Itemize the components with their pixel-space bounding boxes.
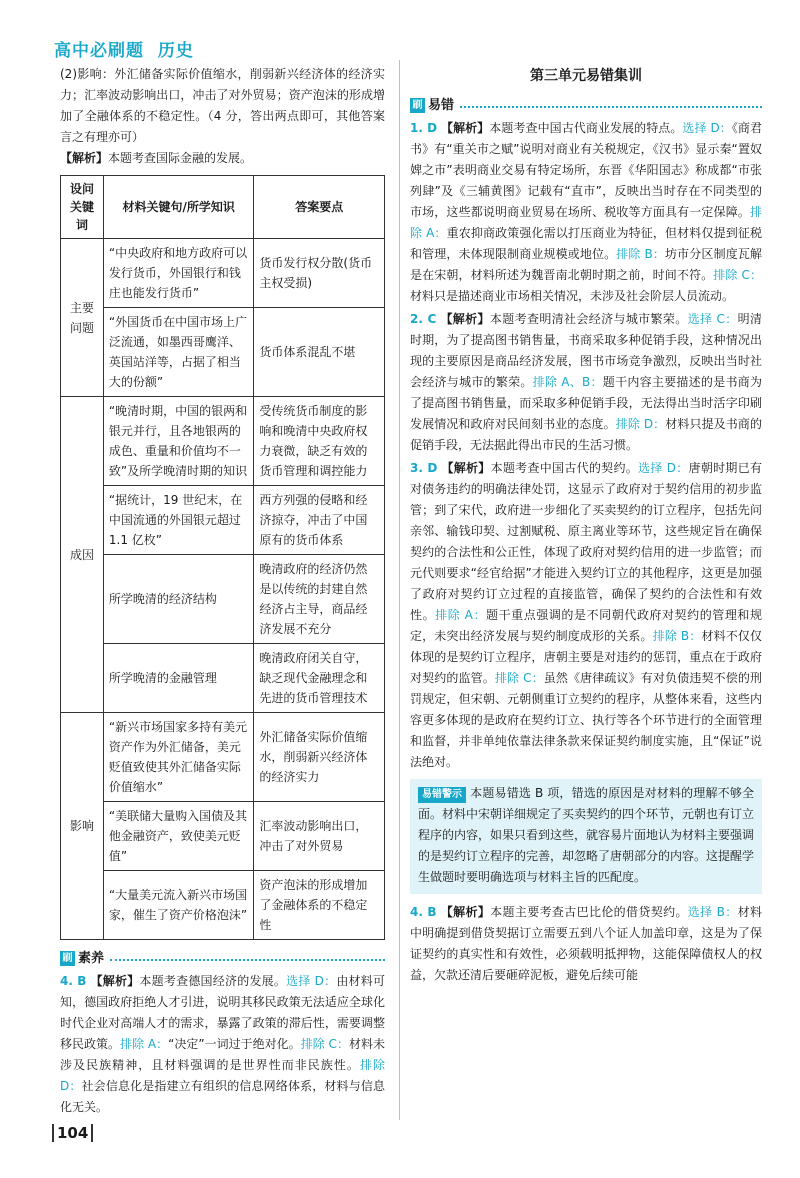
- key-points-table: [60, 175, 385, 940]
- table-row: [61, 644, 385, 713]
- answer-text: 材料中明确提到借贷契据订立需要五到八个证人加盖印章，这是为了保证契约的真实性和有效性，必须载明抵押物，这能保障债权人的权益，欠款还清后要砸碎泥板，避免后续可能: [410, 905, 762, 982]
- answer-text: 唐朝时期已有对债务违约的明确法律处罚，这显示了政府对于契约信用的初步监管；到了宋代，政府进一步细化了买卖契约的订立程序，包括先问亲邻、输钱印契、过割赋税、原主离业等环节，这些规定旨在确保契约的合法性和公正性，体现了政府对契约信用的进一步监管；而元代则要求“经官给据”才能进入契约订立的其他程序，这更是加强了政府对契约订立过程的直接监管，确保了契约的合法性和有效性。: [410, 461, 762, 622]
- option-label: 排除 C：: [713, 268, 762, 282]
- table-row: [61, 397, 385, 486]
- table-row: [61, 308, 385, 397]
- table-row: [61, 713, 385, 802]
- page-number: 104: [52, 1124, 93, 1142]
- answer-tag: 【解析】: [440, 312, 490, 326]
- right-column: [410, 60, 762, 988]
- answer-item: [410, 458, 762, 773]
- table-keyword-cell: 成因: [61, 397, 104, 713]
- table-material-cell: “据统计，19 世纪末，在中国流通的外国银元超过 1.1 亿枚”: [103, 486, 254, 555]
- table-answer-cell: 西方列强的侵略和经济掠夺，冲击了中国原有的货币体系: [254, 486, 385, 555]
- answer-number: 1. D: [410, 121, 438, 135]
- answer-tag: 【解析】: [441, 461, 491, 475]
- table-material-cell: 所学晚清的金融管理: [103, 644, 254, 713]
- table-answer-cell: 资产泡沫的形成增加了金融体系的不稳定性: [254, 871, 385, 940]
- answer-text: 本题考查中国古代商业发展的特点。: [489, 121, 683, 135]
- answer-text: 材料只提及书商的促销手段，无法据此得出市民的生活习惯。: [410, 417, 762, 452]
- option-label: 选择 D：: [638, 461, 689, 475]
- analysis-tag: 【解析】: [60, 151, 109, 165]
- answer-number: 4. B: [60, 974, 87, 988]
- option-label: 排除 A：: [410, 205, 762, 240]
- table-header-row: [61, 176, 385, 239]
- section-dotted-rule: [460, 106, 762, 108]
- option-label: 排除 B：: [616, 247, 666, 261]
- table-row: [61, 555, 385, 644]
- table-answer-cell: 外汇储备实际价值缩水，削弱新兴经济体的经济实力: [254, 713, 385, 802]
- error-warning-text: 本题易错选 B 项，错选的原因是对材料的理解不够全面。材料中宋朝详细规定了买卖契约的四个环节，元朝也有订立程序的内容，如果只看到这些，就容易片面地认为材料主要强调的是契约订立程序的完善，却忽略了唐朝部分的内容。这提醒学生做题时要明确选项与材料主旨的匹配度。: [418, 786, 755, 884]
- section-dotted-rule: [110, 959, 385, 961]
- answer-text: 由材料可知，德国政府拒绝人才引进，说明其移民政策无法适应全球化时代企业对高端人才的需求，暴露了政策的滞后性，需要调整移民政策。: [60, 974, 385, 1051]
- intro-text: (2)影响：外汇储备实际价值缩水，削弱新兴经济体的经济实力；汇率波动影响出口，冲击了对外贸易；资产泡沫的形成增加了全融体系的不稳定性。（4 分，答出两点即可，其他答案言之有理亦可）: [60, 67, 385, 144]
- option-label: 排除 D：: [615, 417, 666, 431]
- section-suyang-header: [60, 948, 385, 969]
- answer-text: 题干内容主要描述的是书商为了提高图书销售量，而采取多种促销手段，无法得出当时活字印刷发展情况和政府对民间刻书业的态度。: [410, 375, 762, 431]
- error-warning-tag: 易错警示: [418, 787, 466, 803]
- analysis-text: 本题考查国际金融的发展。: [108, 151, 253, 165]
- table-material-cell: “美联储大量购入国债及其他金融资产，致使美元贬值”: [103, 802, 254, 871]
- option-label: 排除 C：: [300, 1037, 349, 1051]
- answer-tag: 【解析】: [90, 974, 140, 988]
- analysis-line: [60, 148, 385, 169]
- table-answer-cell: 货币体系混乱不堪: [254, 308, 385, 397]
- error-warning-text-block: [418, 783, 754, 888]
- answer-text: 题干重点强调的是不同朝代政府对契约的管理和规定，未突出经济发展与契约制度成形的关系。: [410, 608, 762, 643]
- answer-text: 材料未涉及民族精神，且材料强调的是世界性而非民族性。: [60, 1037, 385, 1072]
- answer-tag: 【解析】: [440, 905, 491, 919]
- option-label: 选择 C：: [687, 312, 738, 326]
- answer-text: 材料只是描述商业市场相关情况，未涉及社会阶层人员流动。: [410, 289, 735, 303]
- option-label: 排除 C：: [494, 671, 544, 685]
- table-material-cell: “晚清时期，中国的银两和银元并行，且各地银两的成色、重量和价值均不一致”及所学晚清时期的知识: [103, 397, 254, 486]
- error-warning-box: [410, 779, 762, 894]
- answer-text: 本题考查德国经济的发展。: [139, 974, 287, 988]
- answer-number: 4. B: [410, 905, 437, 919]
- table-header-keyword: 设问关键词: [61, 176, 104, 239]
- table-header-material: 材料关键句/所学知识: [103, 176, 254, 239]
- table-row: [61, 486, 385, 555]
- answer-text: 明清时期，为了提高图书销售量，书商采取多种促销手段，这种情况出现的主要原因是商品经济发展，图书市场竞争激烈，反映出当时社会经济与城市的繁荣。: [410, 312, 762, 389]
- table-material-cell: 所学晚清的经济结构: [103, 555, 254, 644]
- answer-text: “决定”一词过于绝对化。: [168, 1037, 301, 1051]
- section-yicuo-header: [410, 95, 762, 116]
- book-title: 高中必刷题 历史: [54, 41, 194, 61]
- table-answer-cell: 晚清政府闭关自守，缺乏现代金融理念和先进的货币管理技术: [254, 644, 385, 713]
- option-label: 选择 D：: [286, 974, 337, 988]
- answer-text: 本题主要考查古巴比伦的借贷契约。: [490, 905, 688, 919]
- option-label: 选择 B：: [687, 905, 738, 919]
- answer-text: 社会信息化是指建立有组织的信息网络体系，材料与信息化无关。: [60, 1079, 385, 1114]
- table-keyword-cell: 主要问题: [61, 239, 104, 397]
- brush-icon: 刷: [410, 98, 425, 113]
- answer-text: 本题考查明清社会经济与城市繁荣。: [489, 312, 688, 326]
- answer-tag: 【解析】: [441, 121, 490, 135]
- section-yicuo-label: 易错: [428, 98, 455, 113]
- table-header-answer: 答案要点: [254, 176, 385, 239]
- section-suyang-label: 素养: [78, 951, 105, 966]
- answer-text: 坊市分区制度瓦解是在宋朝，材料所述为魏晋南北朝时期之前，时间不符。: [410, 247, 762, 282]
- option-label: 排除 D：: [60, 1058, 385, 1093]
- table-material-cell: “外国货币在中国市场上广泛流通，如墨西哥鹰洋、英国站洋等，占据了相当大的份额”: [103, 308, 254, 397]
- answer-text: 本题考查中国古代的契约。: [490, 461, 639, 475]
- table-answer-cell: 汇率波动影响出口，冲击了对外贸易: [254, 802, 385, 871]
- answer-text: 材料不仅仅体现的是契约订立程序，唐朝主要是对违约的惩罚，重点在于政府对契约的监管。: [410, 629, 762, 685]
- table-answer-cell: 晚清政府的经济仍然是以传统的封建自然经济占主导，商品经济发展不充分: [254, 555, 385, 644]
- answer-number: 2. C: [410, 312, 437, 326]
- answer-item: [410, 118, 762, 307]
- left-column: [60, 64, 385, 1118]
- table-row: [61, 802, 385, 871]
- option-label: 排除 A：: [435, 608, 487, 622]
- answer-text: 《商君书》有“重关市之赋”说明对商业有关税规定，《汉书》显示秦“置奴婢之市”表明商业交易有特定场所，东晋《华阳国志》称成都“市张列肆”及《三辅黄图》记载有“直市”，反映出当时存在不同类型的市场，这些都说明商业贸易在场所、税收等方面具有一定保障。: [410, 121, 762, 219]
- unit-title: 第三单元易错集训: [530, 68, 642, 84]
- brush-icon: 刷: [60, 951, 75, 966]
- answer-text: 重农抑商政策强化需以打压商业为特征，但材料仅提到征税和管理，未体现限制商业规模或地位。: [410, 226, 762, 261]
- answer-item: [410, 309, 762, 456]
- table-material-cell: “大量美元流入新兴市场国家，催生了资产价格泡沫”: [103, 871, 254, 940]
- option-label: 选择 D：: [682, 121, 732, 135]
- answer-item-4-left: [60, 971, 385, 1118]
- table-row: [61, 871, 385, 940]
- column-divider: [399, 60, 400, 1120]
- table-material-cell: “中央政府和地方政府可以发行货币，外国银行和钱庄也能发行货币”: [103, 239, 254, 308]
- answer-item: [410, 902, 762, 986]
- table-keyword-cell: 影响: [61, 713, 104, 940]
- table-answer-cell: 货币发行权分散(货币主权受损): [254, 239, 385, 308]
- answer-number: 3. D: [410, 461, 438, 475]
- table-material-cell: “新兴市场国家多持有美元资产作为外汇储备，美元贬值致使其外汇储备实际价值缩水”: [103, 713, 254, 802]
- answer-text: 虽然《唐律疏议》有对负债违契不偿的刑罚规定，但宋朝、元朝侧重订立契约的程序，从整体来看，这些内容更多体现的是政府在契约订立、执行等各个环节进行的全面管理和监督，并非单纯依靠法律条款来保证契约制度实施，且“保证”说法绝对。: [410, 671, 762, 769]
- table-answer-cell: 受传统货币制度的影响和晚清中央政府权力衰微，缺乏有效的货币管理和调控能力: [254, 397, 385, 486]
- table-row: [61, 239, 385, 308]
- option-label: 排除 A、B：: [532, 375, 603, 389]
- option-label: 排除 B：: [652, 629, 702, 643]
- option-label: 排除 A：: [120, 1037, 169, 1051]
